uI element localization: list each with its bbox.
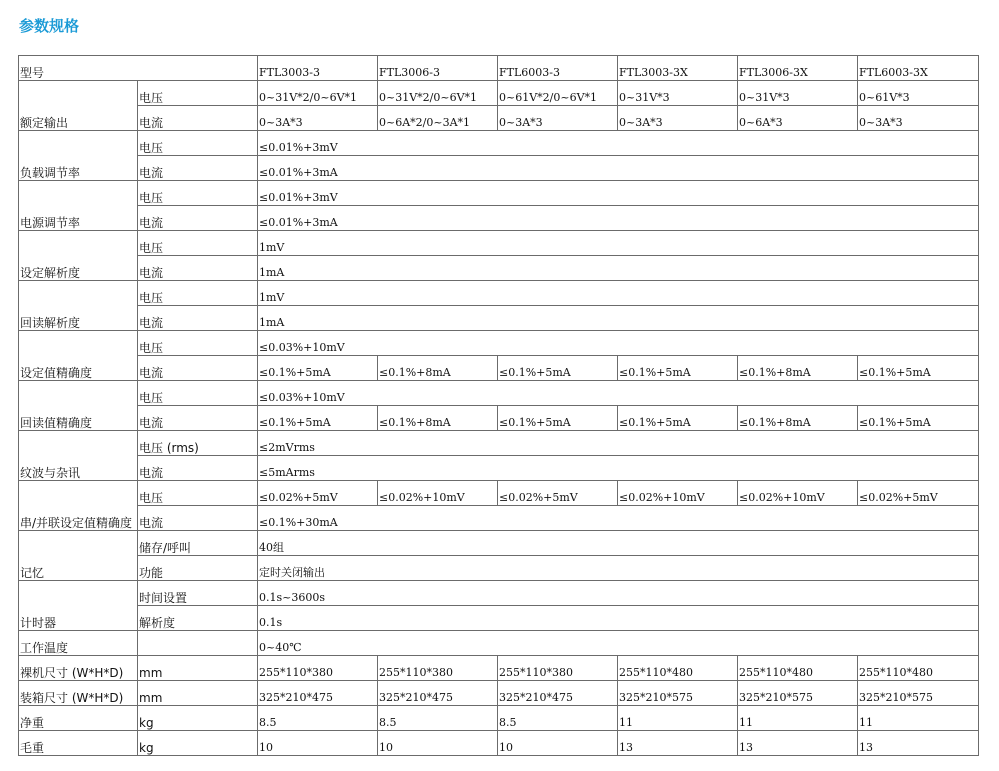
sub-label: 电流 <box>138 156 258 181</box>
spec-table-body <box>19 55 979 756</box>
table-row <box>19 631 979 656</box>
spec-value: ≤0.02%+5mV <box>258 481 378 506</box>
spec-value: 11 <box>738 706 858 731</box>
model-header-label: 型号 <box>19 56 258 81</box>
spec-value: 定时关闭输出 <box>258 556 979 581</box>
spec-value: ≤0.1%+5mA <box>498 406 618 431</box>
table-row <box>19 706 979 731</box>
group-label: 负载调节率 <box>19 131 138 181</box>
group-label: 记忆 <box>19 531 138 581</box>
group-label: 电源调节率 <box>19 181 138 231</box>
sub-label: kg <box>138 731 258 756</box>
group-label: 工作温度 <box>19 631 138 656</box>
group-label: 纹波与杂讯 <box>19 431 138 481</box>
spec-value: 1mV <box>258 281 979 306</box>
table-row <box>19 281 979 306</box>
spec-value: ≤5mArms <box>258 456 979 481</box>
spec-value: 0.1s <box>258 606 979 631</box>
spec-value: ≤0.1%+8mA <box>378 356 498 381</box>
spec-value: 0~40℃ <box>258 631 979 656</box>
group-label: 设定值精确度 <box>19 331 138 381</box>
spec-value: ≤0.1%+8mA <box>738 356 858 381</box>
spec-value: 11 <box>858 706 979 731</box>
sub-label: 电流 <box>138 456 258 481</box>
model-name: FTL6003-3 <box>498 56 618 81</box>
spec-value: 10 <box>378 731 498 756</box>
spec-value: ≤0.02%+10mV <box>738 481 858 506</box>
sub-label: 电流 <box>138 256 258 281</box>
spec-value: ≤0.1%+5mA <box>258 406 378 431</box>
spec-value: ≤0.1%+5mA <box>618 406 738 431</box>
spec-value: 255*110*480 <box>858 656 979 681</box>
spec-value: 255*110*480 <box>738 656 858 681</box>
group-label: 净重 <box>19 706 138 731</box>
spec-table <box>18 55 979 756</box>
spec-value: 0~61V*2/0~6V*1 <box>498 81 618 106</box>
spec-value: ≤0.1%+5mA <box>258 356 378 381</box>
table-row <box>19 181 979 206</box>
spec-value: 10 <box>498 731 618 756</box>
sub-label: 电流 <box>138 106 258 131</box>
spec-value: 10 <box>258 731 378 756</box>
page-title: 参数规格 <box>19 17 80 35</box>
model-name: FTL3003-3X <box>618 56 738 81</box>
table-row <box>19 656 979 681</box>
spec-value: ≤0.02%+10mV <box>618 481 738 506</box>
sub-label: 电压 <box>138 181 258 206</box>
spec-value: 13 <box>858 731 979 756</box>
spec-value: 325*210*575 <box>618 681 738 706</box>
group-label: 计时器 <box>19 581 138 631</box>
table-row <box>19 206 979 231</box>
spec-value: 325*210*575 <box>738 681 858 706</box>
spec-value: ≤0.02%+5mV <box>858 481 979 506</box>
spec-value: 255*110*380 <box>378 656 498 681</box>
sub-label: 电流 <box>138 506 258 531</box>
sub-label: 电压 <box>138 281 258 306</box>
sub-label: mm <box>138 681 258 706</box>
table-row <box>19 481 979 506</box>
sub-label: 电压 (rms) <box>138 431 258 456</box>
sub-label <box>138 631 258 656</box>
spec-value: 0~61V*3 <box>858 81 979 106</box>
group-label: 装箱尺寸 (W*H*D) <box>19 681 138 706</box>
spec-value: 8.5 <box>378 706 498 731</box>
spec-value: ≤0.01%+3mA <box>258 156 979 181</box>
spec-value: 0~31V*3 <box>738 81 858 106</box>
sub-label: 功能 <box>138 556 258 581</box>
table-row <box>19 256 979 281</box>
table-header-row <box>19 56 979 81</box>
spec-value: ≤0.01%+3mV <box>258 131 979 156</box>
sub-label: 电压 <box>138 481 258 506</box>
spec-value: 255*110*480 <box>618 656 738 681</box>
model-name: FTL3006-3 <box>378 56 498 81</box>
table-row <box>19 106 979 131</box>
spec-value: 0~31V*2/0~6V*1 <box>258 81 378 106</box>
model-name: FTL3006-3X <box>738 56 858 81</box>
spec-value: ≤0.02%+5mV <box>498 481 618 506</box>
table-row <box>19 581 979 606</box>
sub-label: 电流 <box>138 206 258 231</box>
table-row <box>19 231 979 256</box>
model-name: FTL3003-3 <box>258 56 378 81</box>
spec-value: ≤0.01%+3mA <box>258 206 979 231</box>
spec-value: ≤0.1%+5mA <box>498 356 618 381</box>
spec-value: 11 <box>618 706 738 731</box>
spec-value: 13 <box>738 731 858 756</box>
group-label: 额定输出 <box>19 81 138 131</box>
sub-label: mm <box>138 656 258 681</box>
table-row <box>19 731 979 756</box>
sub-label: 时间设置 <box>138 581 258 606</box>
spec-value: ≤0.1%+8mA <box>738 406 858 431</box>
table-row <box>19 506 979 531</box>
table-row <box>19 131 979 156</box>
sub-label: 电流 <box>138 306 258 331</box>
spec-value: ≤0.03%+10mV <box>258 381 979 406</box>
spec-value: 13 <box>618 731 738 756</box>
spec-value: 1mA <box>258 306 979 331</box>
table-row <box>19 81 979 106</box>
table-row <box>19 531 979 556</box>
spec-value: ≤0.1%+5mA <box>858 356 979 381</box>
table-row <box>19 456 979 481</box>
spec-value: 8.5 <box>258 706 378 731</box>
sub-label: 电压 <box>138 81 258 106</box>
spec-value: ≤0.02%+10mV <box>378 481 498 506</box>
group-label: 串/并联设定值精确度 <box>19 481 138 531</box>
model-name: FTL6003-3X <box>858 56 979 81</box>
spec-value: 1mV <box>258 231 979 256</box>
sub-label: kg <box>138 706 258 731</box>
spec-value: 0~3A*3 <box>258 106 378 131</box>
spec-value: 0~3A*3 <box>498 106 618 131</box>
group-label: 回读解析度 <box>19 281 138 331</box>
spec-value: 8.5 <box>498 706 618 731</box>
sub-label: 电压 <box>138 231 258 256</box>
sub-label: 电流 <box>138 356 258 381</box>
table-row <box>19 681 979 706</box>
spec-value: 325*210*575 <box>858 681 979 706</box>
table-row <box>19 606 979 631</box>
spec-value: ≤0.03%+10mV <box>258 331 979 356</box>
table-row <box>19 306 979 331</box>
table-row <box>19 556 979 581</box>
spec-value: ≤2mVrms <box>258 431 979 456</box>
sub-label: 解析度 <box>138 606 258 631</box>
spec-value: ≤0.1%+30mA <box>258 506 979 531</box>
table-row <box>19 406 979 431</box>
spec-value: 0~3A*3 <box>618 106 738 131</box>
spec-value: 1mA <box>258 256 979 281</box>
spec-value: ≤0.1%+5mA <box>618 356 738 381</box>
table-row <box>19 331 979 356</box>
table-row <box>19 381 979 406</box>
spec-value: 0~31V*3 <box>618 81 738 106</box>
spec-value: 325*210*475 <box>378 681 498 706</box>
spec-value: 0~6A*3 <box>738 106 858 131</box>
spec-value: ≤0.01%+3mV <box>258 181 979 206</box>
table-row <box>19 156 979 181</box>
spec-value: 255*110*380 <box>258 656 378 681</box>
sub-label: 电流 <box>138 406 258 431</box>
group-label: 回读值精确度 <box>19 381 138 431</box>
sub-label: 电压 <box>138 131 258 156</box>
sub-label: 电压 <box>138 331 258 356</box>
spec-value: 0.1s~3600s <box>258 581 979 606</box>
sub-label: 储存/呼叫 <box>138 531 258 556</box>
sub-label: 电压 <box>138 381 258 406</box>
table-row <box>19 431 979 456</box>
spec-value: 40组 <box>258 531 979 556</box>
spec-value: 0~3A*3 <box>858 106 979 131</box>
spec-value: 0~6A*2/0~3A*1 <box>378 106 498 131</box>
spec-value: 325*210*475 <box>258 681 378 706</box>
table-row <box>19 356 979 381</box>
spec-value: 255*110*380 <box>498 656 618 681</box>
group-label: 设定解析度 <box>19 231 138 281</box>
group-label: 裸机尺寸 (W*H*D) <box>19 656 138 681</box>
spec-value: ≤0.1%+8mA <box>378 406 498 431</box>
spec-value: 0~31V*2/0~6V*1 <box>378 81 498 106</box>
spec-value: ≤0.1%+5mA <box>858 406 979 431</box>
group-label: 毛重 <box>19 731 138 756</box>
spec-value: 325*210*475 <box>498 681 618 706</box>
